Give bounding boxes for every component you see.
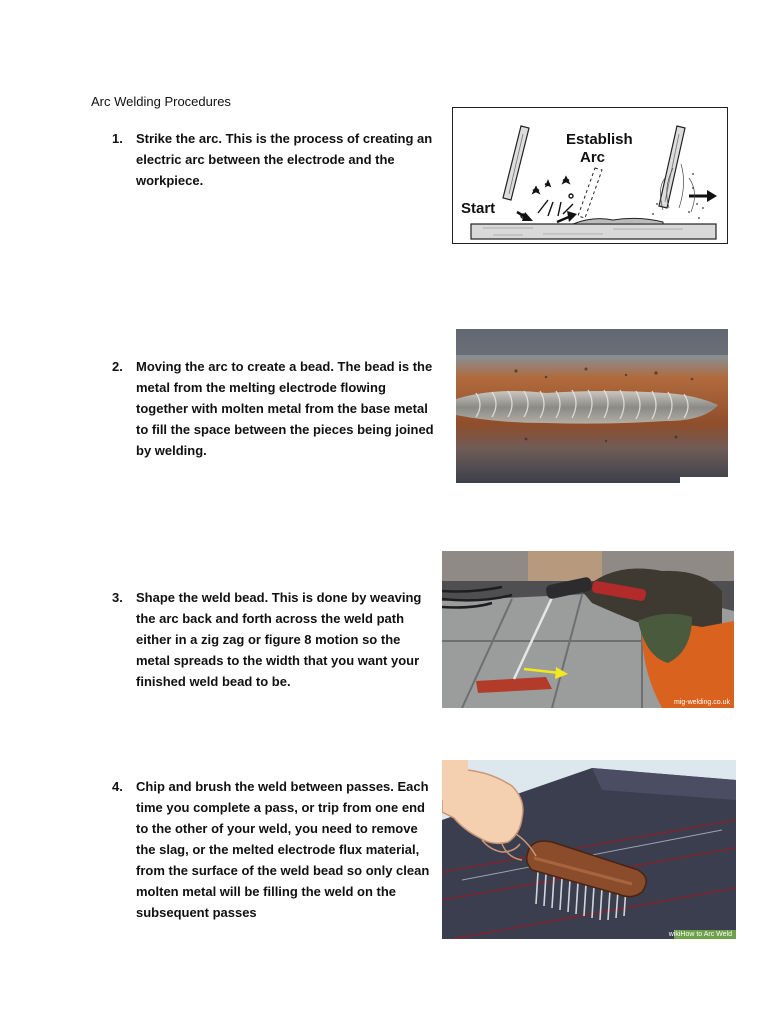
- document-title: Arc Welding Procedures: [91, 94, 231, 109]
- arc-label: Arc: [580, 149, 606, 166]
- establish-label: Establish: [566, 131, 633, 148]
- step-text: Strike the arc. This is the process of creating an electric arc between the electrode and the workpiece.: [136, 131, 433, 188]
- weaving-photo: [442, 551, 734, 708]
- step-text: Shape the weld bead. This is done by weaving the arc back and forth across the weld path either in a zig zag or figure 8 motion so the metal spreads to the width that you want your finished weld bead to be.: [136, 590, 422, 689]
- weaving-watermark: mig-welding.co.uk: [673, 699, 730, 706]
- strike-arc-diagram: [452, 107, 728, 244]
- step-text: Chip and brush the weld between passes. Each time you complete a pass, or trip from one end to the other of your weld, you need to remove the slag, or the melted electrode flux material, from the surface of the weld bead so only clean molten metal will be filling the weld on the subsequent passes: [136, 779, 430, 920]
- step-number: 1.: [112, 131, 123, 146]
- weld-bead-photo: [456, 329, 728, 483]
- step-number: 2.: [112, 359, 123, 374]
- step-number: 4.: [112, 779, 123, 794]
- start-label: Start: [461, 200, 496, 217]
- step-text: Moving the arc to create a bead. The bead is the metal from the melting electrode flowing together with molten metal from the base metal to fill the space between the pieces being joined by welding.: [136, 359, 434, 458]
- brushing-watermark: wikiHow to Arc Weld: [668, 931, 732, 938]
- wire-brush-illustration: [442, 760, 736, 939]
- step-number: 3.: [112, 590, 123, 605]
